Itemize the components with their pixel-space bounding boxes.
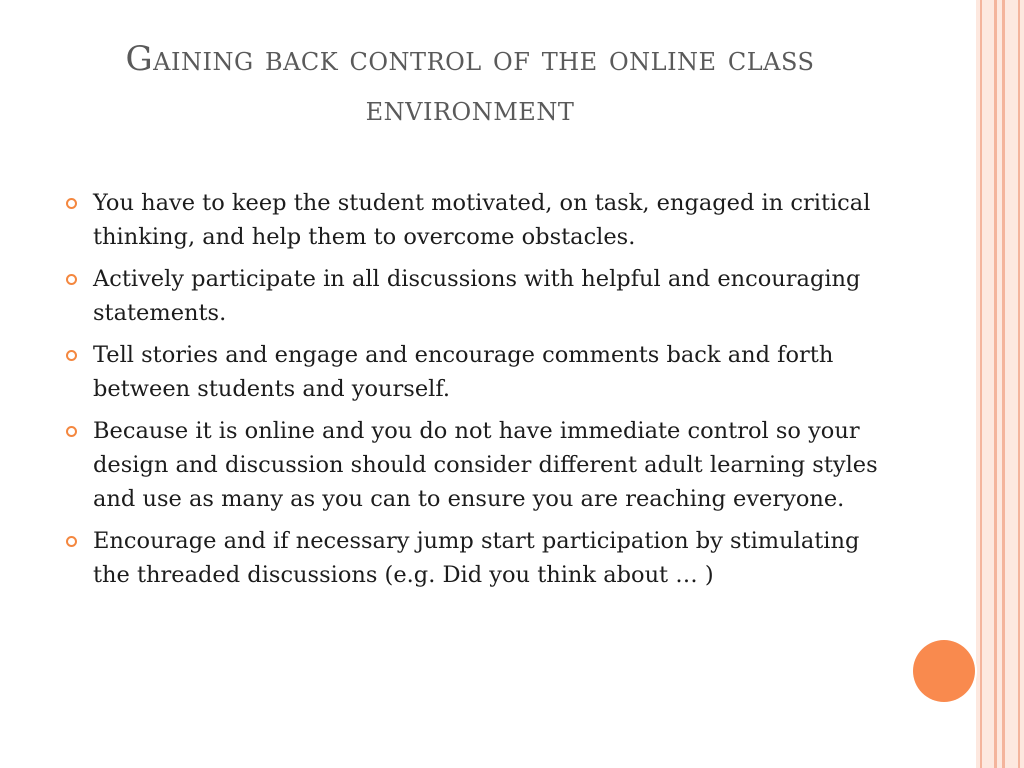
bullet-text: Because it is online and you do not have immediate control so your design and discussion should consider different adult learning styles and use as many as you can to ensure you are reaching everyone. — [93, 418, 878, 512]
hollow-circle-bullet-icon — [66, 426, 77, 437]
hollow-circle-bullet-icon — [66, 536, 77, 547]
bullet-item — [60, 414, 880, 516]
bullet-item — [60, 524, 880, 592]
orange-circle-icon — [913, 640, 975, 702]
hollow-circle-bullet-icon — [66, 274, 77, 285]
slide-title: Gaining back control of the online class environment — [125, 39, 815, 129]
bullet-item — [60, 262, 880, 330]
bullet-text: Encourage and if necessary jump start participation by stimulating the threaded discussions (e.g. Did you think about … ) — [93, 528, 860, 588]
hollow-circle-bullet-icon — [66, 350, 77, 361]
bullet-item — [60, 186, 880, 254]
bullet-item — [60, 338, 880, 406]
right-edge-stripe — [1018, 0, 1020, 768]
right-edge-stripe — [994, 0, 997, 768]
right-edge-stripe — [1002, 0, 1005, 768]
bullet-text: You have to keep the student motivated, on task, engaged in critical thinking, and help them to overcome obstacles. — [93, 190, 871, 250]
right-edge-stripe-band — [976, 0, 1024, 768]
bullet-list — [60, 186, 880, 600]
bullet-text: Actively participate in all discussions with helpful and encouraging statements. — [93, 266, 861, 326]
hollow-circle-bullet-icon — [66, 198, 77, 209]
bullet-text: Tell stories and engage and encourage comments back and forth between students and yourself. — [93, 342, 834, 402]
right-edge-stripe — [980, 0, 982, 768]
